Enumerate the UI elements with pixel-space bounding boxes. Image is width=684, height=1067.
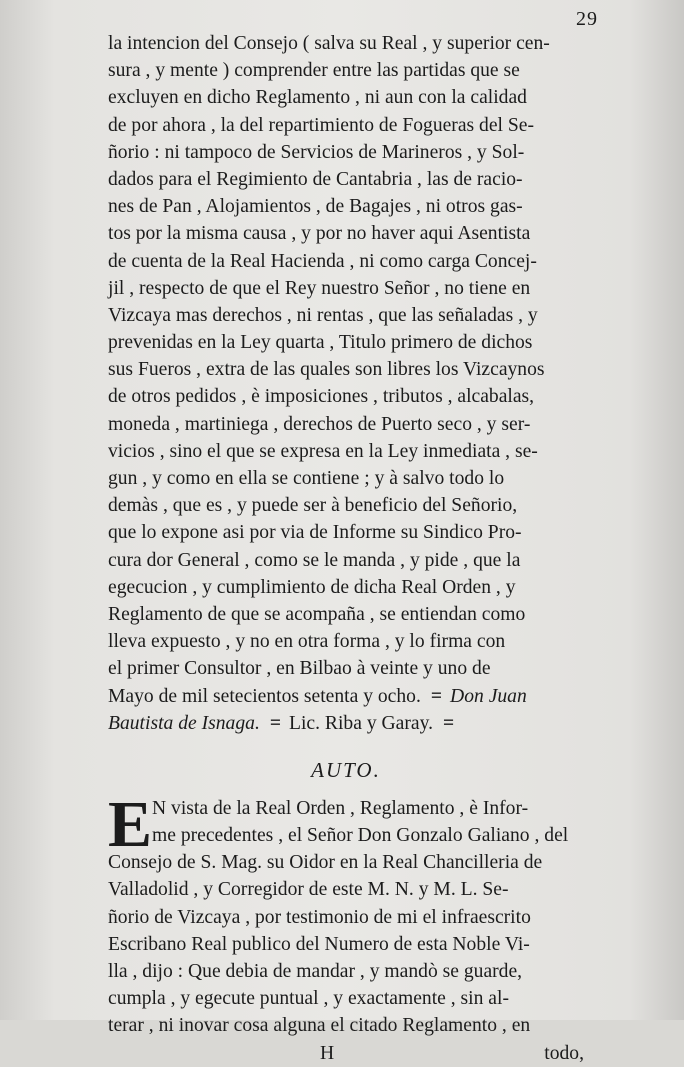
text-line: tos por la misma causa , y por no haver aqui Asentista (108, 223, 531, 245)
text-line: el primer Consultor , en Bilbao à veinte y uno de (108, 658, 491, 680)
text-line: la intencion del Consejo ( salva su Real , y superior cen- (108, 33, 550, 54)
text-line: cumpla , y egecute puntual , y exactamente , sin al- (108, 988, 509, 1010)
paragraph-informe (108, 30, 584, 683)
catchword: todo, (544, 1042, 584, 1064)
text-line: Valladolid , y Corregidor de este M. N. y M. L. Se- (108, 879, 509, 901)
text-line: ñorio : ni tampoco de Servicios de Marineros , y Sol- (108, 141, 525, 163)
page-number: 29 (576, 8, 598, 30)
text-line: prevenidas en la Ley quarta , Titulo primero de dichos (108, 332, 533, 354)
text-line: Reglamento de que se acompaña , se entiendan como (108, 603, 526, 625)
footer-line (108, 1040, 584, 1067)
text-line: de cuenta de la Real Hacienda , ni como carga Concej- (108, 250, 537, 272)
signatory-name-start: Don Juan (450, 685, 527, 707)
text-line: vicios , sino el que se expresa en la Ley inmediata , se- (108, 440, 538, 462)
signatory-name-end: Bautista de Isnaga. (108, 712, 260, 734)
text-line: me precedentes , el Señor Don Gonzalo Galiano , del (152, 825, 569, 847)
text-block (108, 30, 584, 1067)
text-line: Consejo de S. Mag. su Oidor en la Real Chancilleria de (108, 852, 543, 874)
text-line: lla , dijo : Que debia de mandar , y mandò se guarde, (108, 961, 523, 982)
signature-mark: H (320, 1042, 335, 1064)
text-line: lleva expuesto , y no en otra forma , y lo firma con (108, 631, 506, 653)
text-line: de por ahora , la del repartimiento de Fogueras del Se- (108, 114, 535, 136)
text-line: cura dor General , como se le manda , y pide , que la (108, 549, 521, 571)
text-line: Escribano Real publico del Numero de esta Noble Vi- (108, 933, 530, 955)
text-line: terar , ni inovar cosa alguna el citado Reglamento , en (108, 1015, 531, 1037)
text-line: gun , y como en ella se contiene ; y à salvo todo lo (108, 468, 505, 489)
text-line: demàs , que es , y puede ser à beneficio del Señorio, (108, 495, 518, 517)
text-line: nes de Pan , Alojamientos , de Bagajes , ni otros gas- (108, 196, 523, 218)
signatures-line (108, 710, 584, 737)
paragraph-auto (108, 787, 584, 1040)
paragraph-auto-lines (108, 787, 584, 1040)
separator-mark: = (443, 712, 453, 734)
text-line: que lo expone asi por via de Informe su Sindico Pro- (108, 522, 522, 544)
separator-mark: = (269, 712, 280, 734)
text-line: sus Fueros , extra de las quales son libres los Vizcaynos (108, 359, 545, 381)
drop-cap: E (108, 787, 153, 861)
text-line: ñorio de Vizcaya , por testimonio de mi el infraescrito (108, 906, 531, 928)
text-line: excluyen en dicho Reglamento , ni aun con la calidad (108, 87, 527, 109)
closing-line (108, 683, 584, 710)
text-line: jil , respecto de que el Rey nuestro Señor , no tiene en (108, 277, 531, 299)
text-line: egecucion , y cumplimiento de dicha Real Orden , y (108, 576, 516, 598)
text-line: dados para el Regimiento de Cantabria , las de racio- (108, 168, 523, 190)
text-line: de otros pedidos , è imposiciones , tributos , alcabalas, (108, 386, 535, 408)
text-line: moneda , martiniega , derechos de Puerto seco , y ser- (108, 413, 531, 435)
second-signatory: Lic. Riba y Garay. (289, 712, 434, 734)
text-line: sura , y mente ) comprender entre las partidas que se (108, 60, 520, 82)
text-line: N vista de la Real Orden , Reglamento , è Infor- (152, 797, 529, 819)
closing-date-text: Mayo de mil setecientos setenta y ocho. (108, 685, 421, 707)
separator-mark: = (430, 685, 441, 707)
section-heading: AUTO. (311, 757, 381, 782)
text-line: Vizcaya mas derechos , ni rentas , que las señaladas , y (108, 304, 538, 326)
